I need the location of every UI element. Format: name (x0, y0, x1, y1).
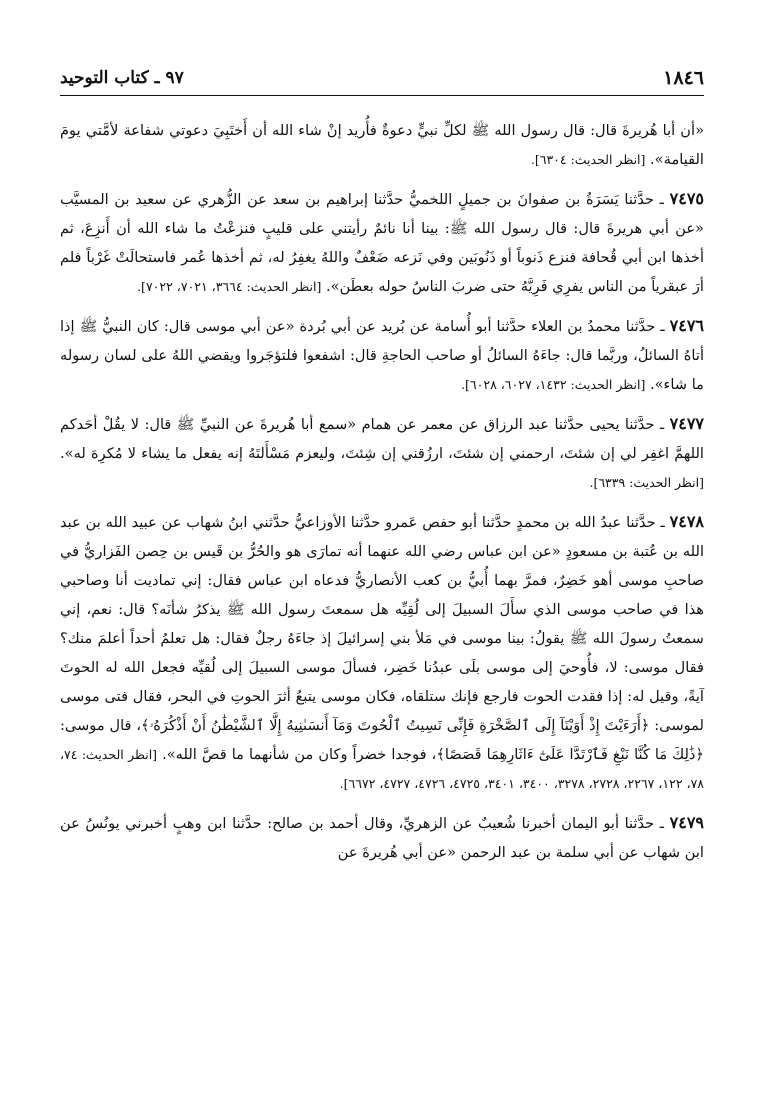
hadith-reference: [انظر الحديث: ٦٣٣٩]. (589, 475, 704, 490)
hadith-paragraph (60, 808, 704, 867)
hadith-text: ـ حدَّثنا يَسَرَةُ بن صفوانَ بن جميلٍ اللخميُّ حدَّثنا إبراهيم بن سعد عن الزُّهري عن سعيد بن المسيَّب «عن أبي هريرةَ قال: قال رسول الله ﷺ: بينا أنا نائمٌ رأيتني على قليبٍ فنزعْتُ ما شاء الله أن أَنزِعَ، ثم أخذها ابن أبي قُحافة فنزع ذَنوباً أو ذَنُوبَين وفي نَزعه ضَعْفٌ واللهُ يغفِرُ له، ثم أخذها عُمر فاستحالَتْ غَرْباً فلم أرَ عبقرياً من الناس يفرِي فَرِيَّهُ حتى ضربَ الناسُ حوله بعطَن». (60, 191, 704, 295)
page-body (60, 116, 704, 877)
hadith-text: ـ حدَّثنا أبو اليمان أخبرنا شُعيبٌ عن الزهريِّ، وقال أحمد بن صالح: حدَّثنا ابن وهبٍ أخبرني يونُسُ عن ابن شهاب عن أبي سلمة بن عبد الرحمن «عن أبي هُريرةَ عن (60, 815, 704, 861)
hadith-number: ٧٤٧٦ (669, 316, 704, 335)
page-header (60, 64, 704, 92)
hadith-text: «أن أبا هُريرةَ قال: قال رسول الله ﷺ لكلِّ نبيٍّ دعوةٌ فأُريد إنْ شاء الله أن أَختَبِيَ دعوتي شفاعة لأمَّتي يومَ القيامة». (60, 122, 704, 168)
hadith-paragraph (60, 116, 704, 174)
hadith-reference: [انظر الحديث: ٦٣٠٤]. (530, 152, 646, 167)
hadith-number: ٧٤٧٩ (669, 813, 705, 832)
hadith-text: ـ حدَّثنا يحيى حدَّثنا عبد الرزاق عن معمر عن همام «سمع أبا هُريرةَ عن النبيِّ ﷺ قال: لا يقُلْ أحَدكم اللهمَّ اغفِر لي إن شئتَ، ارحمني إن شئتَ، ارزُقني إن شِئتَ، وليعزم مَسْأَلتَهُ إنه يفعل ما يشاء لا مُكرِهَ له». (60, 416, 704, 462)
hadith-reference: [انظر الحديث: ٣٦٦٤، ٧٠٢١، ٧٠٢٢]. (137, 279, 322, 294)
hadith-text: ـ حدَّثنا محمدُ بن العلاء حدَّثنا أبو أُسامة عن بُريد عن أبي بُردة «عن أبي موسى قال: كان النبيُّ ﷺ إذا أتاهُ السائلُ، وربَّما قال: جاءَهُ السائلُ أو صاحب الحاجةِ قال: اشفعوا فلتؤجَروا ويقضي اللهُ على لسان رسوله ما شاء». (60, 318, 704, 393)
hadith-number: ٧٤٧٧ (669, 414, 704, 433)
hadith-number: ٧٤٧٥ (669, 189, 704, 208)
hadith-paragraph (60, 184, 704, 301)
hadith-paragraph (60, 409, 704, 497)
hadith-paragraph (60, 507, 704, 798)
page-number: ١٨٤٦ (663, 67, 704, 89)
hadith-paragraph (60, 311, 704, 399)
hadith-reference: [انظر الحديث: ٧٤، ٧٨، ١٢٢، ٢٢٦٧، ٢٧٢٨، ٣٢٧٨، ٣٤٠٠، ٣٤٠١، ٤٧٢٥، ٤٧٢٦، ٤٧٢٧، ٦٦٧٢]. (60, 747, 704, 791)
hadith-number: ٧٤٧٨ (669, 512, 704, 531)
chapter-title: ٩٧ ـ كتاب التوحيد (60, 68, 184, 88)
hadith-reference: [انظر الحديث: ١٤٣٢، ٦٠٢٧، ٦٠٢٨]. (461, 377, 646, 392)
hadith-text: ـ حدَّثنا عبدُ الله بن محمدٍ حدَّثنا أبو حفص عَمرو حدَّثنا الأوزاعيُّ حدَّثني ابنُ شهاب عن عبيد الله بن عبد الله بن عُتبة بن مسعودٍ «عن ابن عباس رضي الله عنهما أنه تمارَى هو والحُرُّ بن قَيس بن حِصن الفَزاريُّ في صاحبِ موسى أهو خَضِرٌ، فمرَّ بهما أُبيُّ بن كعب الأنصاريُّ فدعاه ابن عباس فقال: إني تماديت أنا وصاحبي هذا في صاحب موسى الذي سأَلَ السبيلَ إلى لُقِيِّه هل سمعتَ رسول الله ﷺ يذكرُ شأنَه؟ قال: نعم، إني سمعتُ رسولَ الله ﷺ يقولُ: بينا موسى في مَلأ بني إسرائيلَ إذ جاءَهُ رجلٌ فقال: هل تعلمُ أحداً أعلمَ منك؟ فقال موسى: لا، فأُوحيَ إلى موسى بلَى عبدُنا خَضِر، فسألَ موسى السبيلَ إلى لُقيِّه فجعل الله له الحوتَ آيةً، وقيل له: إذا فقدت الحوت فارجع فإنك ستلقاه، فكان موسى يتبعُ أثرَ الحوتِ في البحر، فقال فتى موسى لموسى: ﴿أَرَءَيْتَ إِذْ أَوَيْنَآ إِلَى ٱلصَّخْرَةِ فَإِنِّى نَسِيتُ ٱلْحُوتَ وَمَآ أَنسَىٰنِيهُ إِلَّا ٱلشَّيْطَٰنُ أَنْ أَذْكُرَهُۥ﴾، قال موسى: ﴿ذَٰلِكَ مَا كُنَّا نَبْغِ فَٱرْتَدَّا عَلَىٰٓ ءَاثَارِهِمَا قَصَصًا﴾، فوجدا خضراً وكان من شأنهما ما قصَّ الله». (60, 514, 704, 763)
header-rule (60, 95, 704, 96)
